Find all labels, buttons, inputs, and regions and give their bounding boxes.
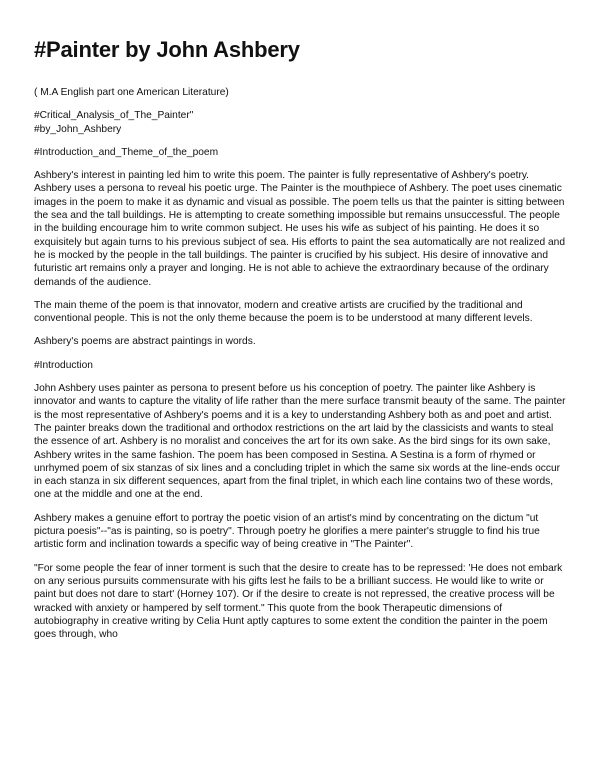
body-paragraph: Ashbery's poems are abstract paintings in words. bbox=[34, 336, 256, 348]
hashtag: #by_John_Ashbery bbox=[34, 123, 122, 135]
body-paragraph: "For some people the fear of inner torment is such that the desire to create has to be repressed: 'He does not embark on any serious pursuits commensurate with his gifts lest he fails to be a brilliant success. He would like to write or paint but does not dare to start' (Horney 107). Or if the desire to create is not repressed, the creative process will be wracked with anxiety or hampered by self torment." This quote from the book Therapeutic dimensions of autobiography in creative writing by Celia Hunt aptly captures to some extent the condition the painter in the poem goes through, who bbox=[34, 562, 563, 641]
body-paragraph: Ashbery makes a genuine effort to portray the poetic vision of an artist's mind by concentrating on the dictum "ut pictura poesis"--"as is painting, so is poetry". Through poetry he glorifies a mere painter's struggle to find his true artistic form and inclination towards a specific way of being creative in "The Painter". bbox=[34, 512, 540, 551]
document-title: #Painter by John Ashbery bbox=[34, 37, 300, 62]
section-heading-intro-theme: #Introduction_and_Theme_of_the_poem bbox=[34, 146, 219, 158]
subtitle: ( M.A English part one American Literature) bbox=[34, 87, 229, 98]
body-paragraph: John Ashbery uses painter as persona to present before us his conception of poetry. The painter like Ashbery is innovator and wants to capture the vitality of life rather than the mere surface transmit beauty of the same. The painter is the most representative of Ashbery's poems and it is a key to understanding Ashbery both as and poet and artist. The painter breaks down the traditional and orthodox restrictions on the art laid by the classicists and wants to steal the essence of art. Ashbery is no moralist and conceives the art for its own sake. As the bird sings for its own sake, Ashbery writes in the same fashion. The poem has been composed in Sestina. A Sestina is a form of rhymed or unrhymed poem of six stanzas of six lines and a concluding triplet in which the same six words at the line-ends occur in each stanza in six different sequences, apart from the final triplet, in which each line contains two of these words, one at the middle and one at the end. bbox=[34, 383, 566, 501]
body-paragraph: Ashbery's interest in painting led him to write this poem. The painter is fully representative of Ashbery's poetry. Ashbery uses a persona to reveal his poetic urge. The Painter is the mouthpiece of Ashbery. The poet uses cinematic images in the poem to make it as dynamic and visual as possible. The poem tells us that the painter is sitting between the sea and the tall buildings. He is attempting to create something impossible but remains unsuccessful. The people in the building encourage him to write common subject. He uses his wife as subject of his painting. He does it so exquisitely but again turns to his previous subject of sea. His efforts to paint the sea automatically are not realized and he is mocked by the people in the tall buildings. The painter is crucified by his subject. His desire of innovative and futuristic art remains only a prayer and longing. He is not able to achieve the extraordinary because of the ordinary demands of the audience. bbox=[34, 170, 565, 288]
body-paragraph: The main theme of the poem is that innovator, modern and creative artists are crucified by the traditional and conventional people. This is not the only theme because the poem is to be understood at many different levels. bbox=[34, 299, 533, 325]
hashtag-block bbox=[34, 109, 566, 136]
section-heading-intro: #Introduction bbox=[34, 359, 93, 371]
hashtag: #Critical_Analysis_of_The_Painter" bbox=[34, 110, 194, 122]
